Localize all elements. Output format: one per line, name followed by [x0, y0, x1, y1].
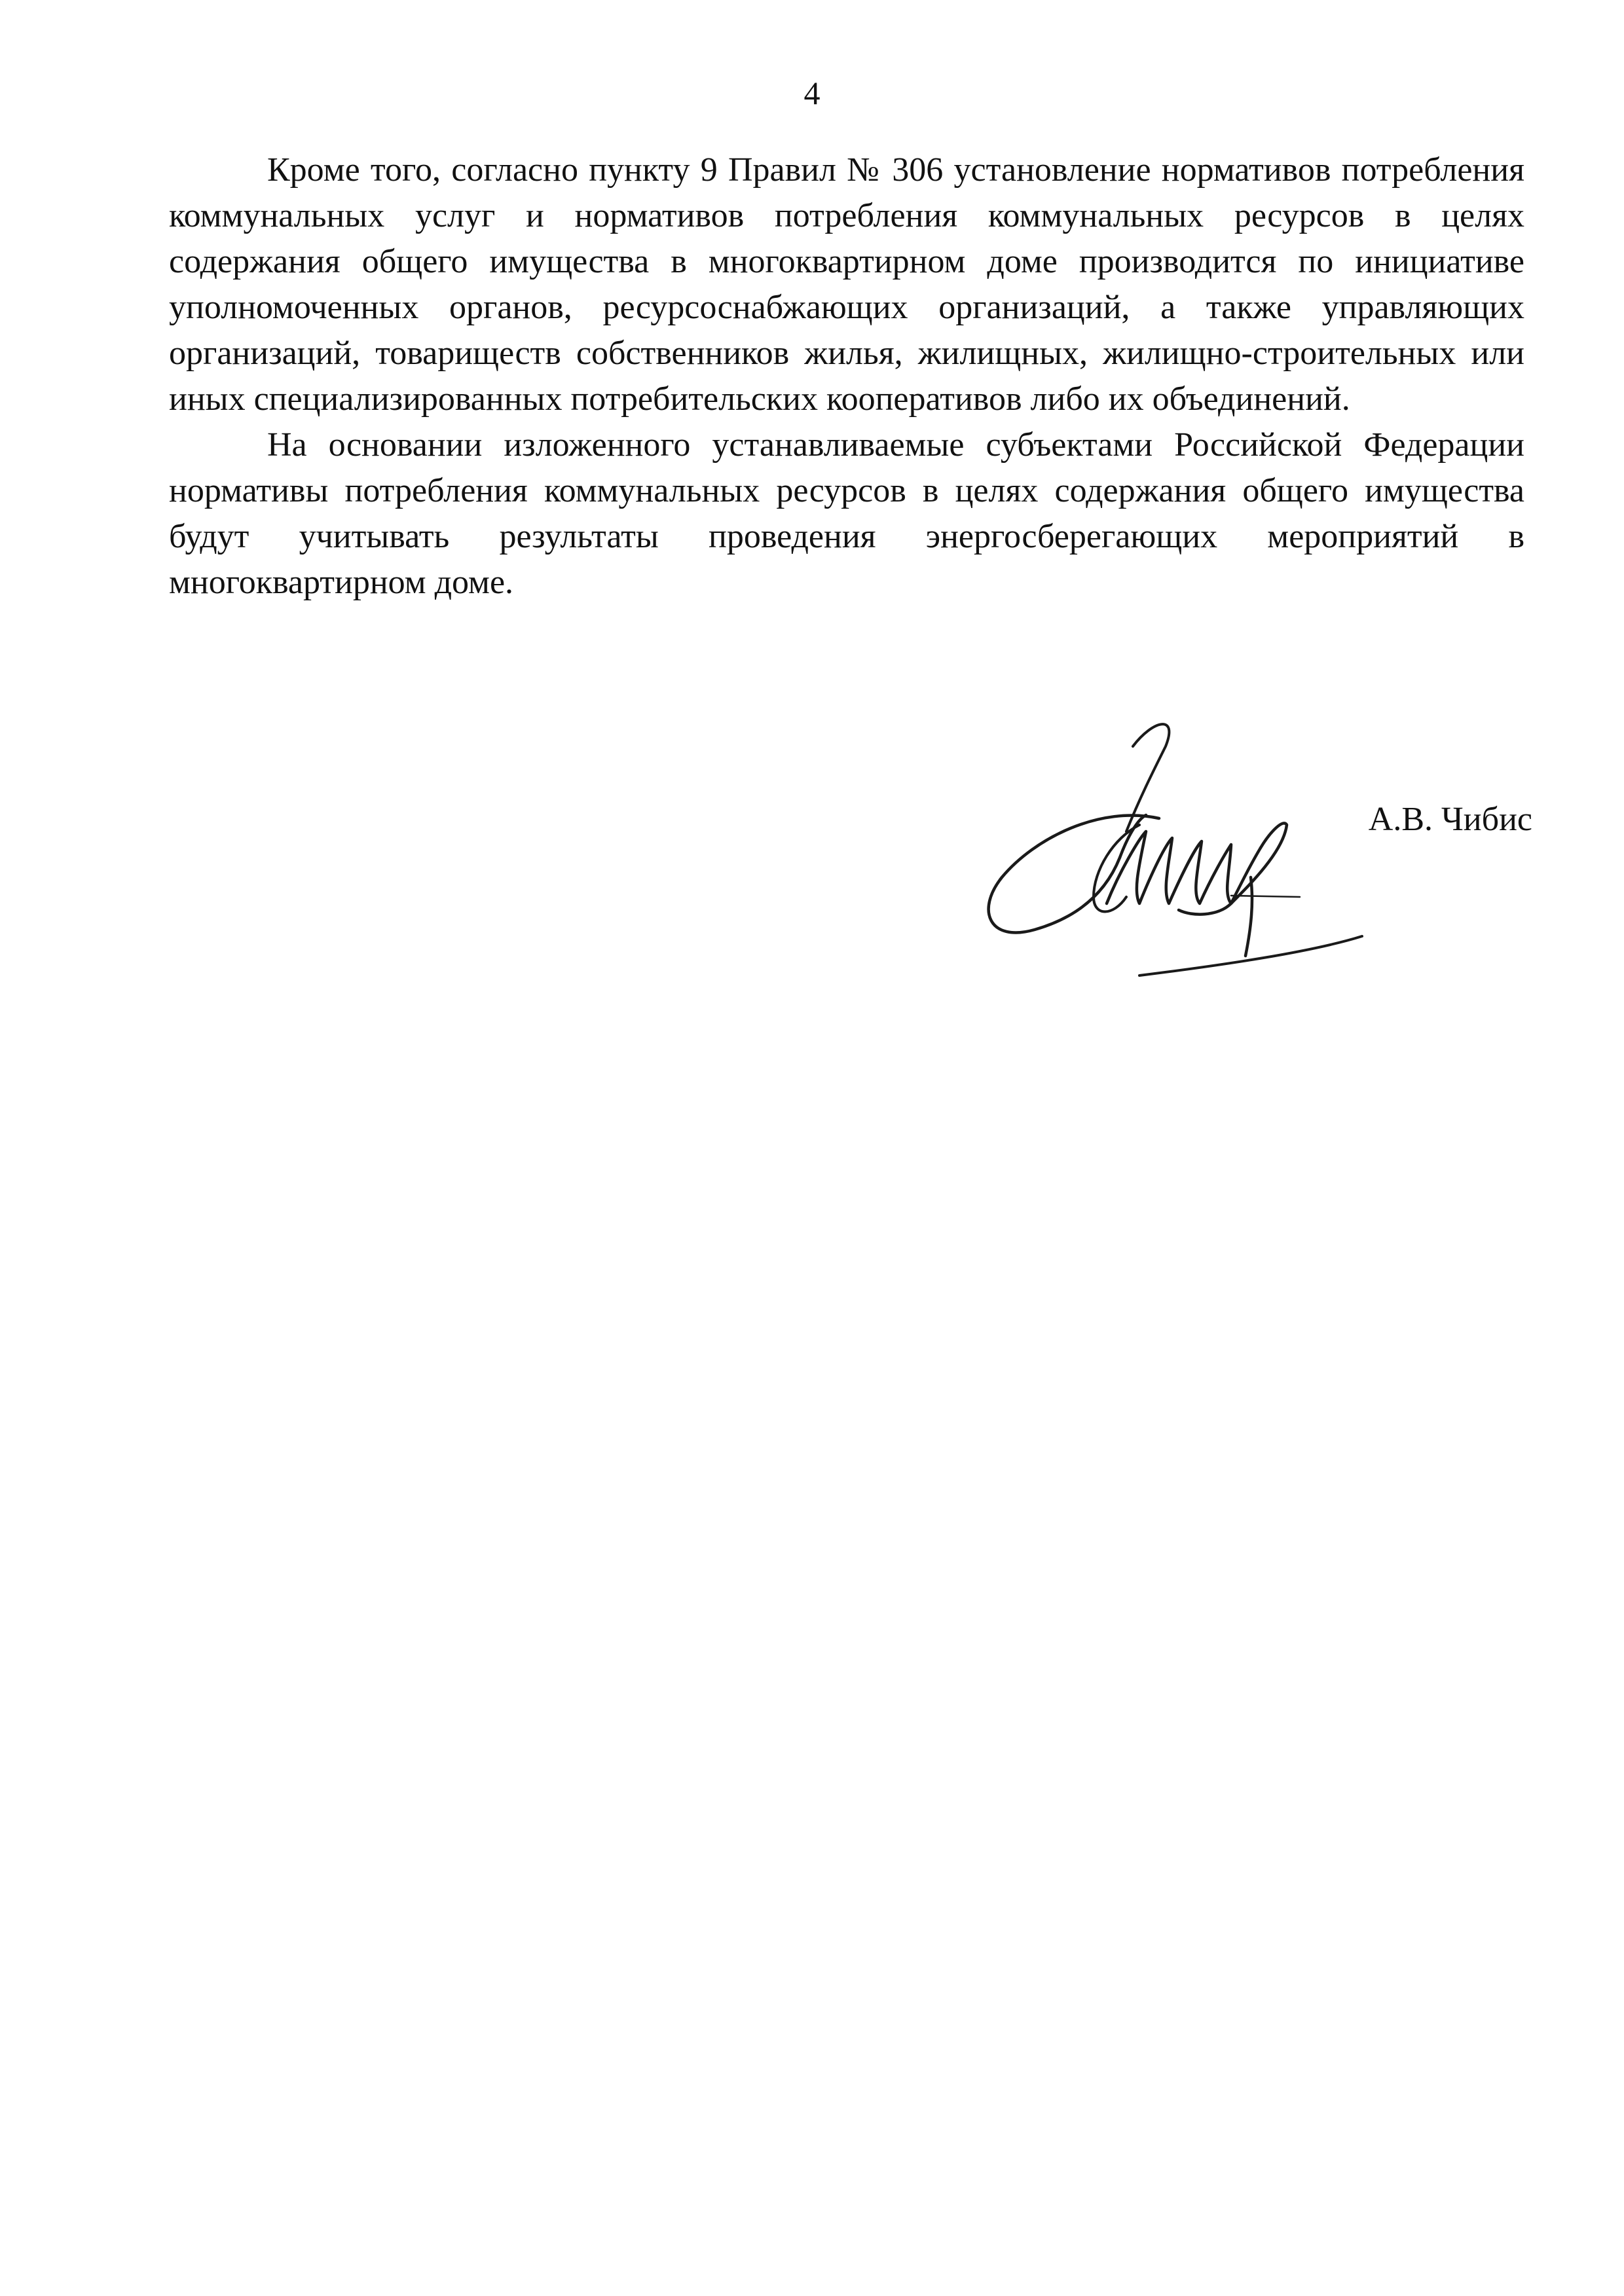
signature-stroke-body	[1107, 831, 1261, 903]
signature-stroke-short-line	[1231, 896, 1300, 897]
signature-stroke-loop	[989, 815, 1159, 933]
signature-stroke-underline	[1139, 936, 1362, 975]
paragraph-conclusion: На основании изложенного устанавливаемые субъектами Российской Федерации нормативы потребления коммунальных ресурсов в целях содержания общего имущества будут учитывать результаты проведения энергосберегающих мероприятий в многоквартирном доме.	[169, 426, 1524, 601]
letter-body	[169, 147, 1524, 606]
paragraph-rule-306: Кроме того, согласно пункту 9 Правил № 306 установление нормативов потребления коммунальных услуг и нормативов потребления коммунальных ресурсов в целях содержания общего имущества в многоквартирном доме производится по инициативе уполномоченных органов, ресурсоснабжающих организаций, а также управляющих организаций, товариществ собственников жилья, жилищных, жилищно-строительных или иных специализированных потребительских кооперативов либо их объединений.	[169, 151, 1524, 418]
signature-block	[943, 707, 1532, 995]
page-number: 4	[803, 75, 821, 111]
handwritten-signature	[943, 707, 1401, 982]
signer-name: А.В. Чибис	[1368, 801, 1532, 838]
